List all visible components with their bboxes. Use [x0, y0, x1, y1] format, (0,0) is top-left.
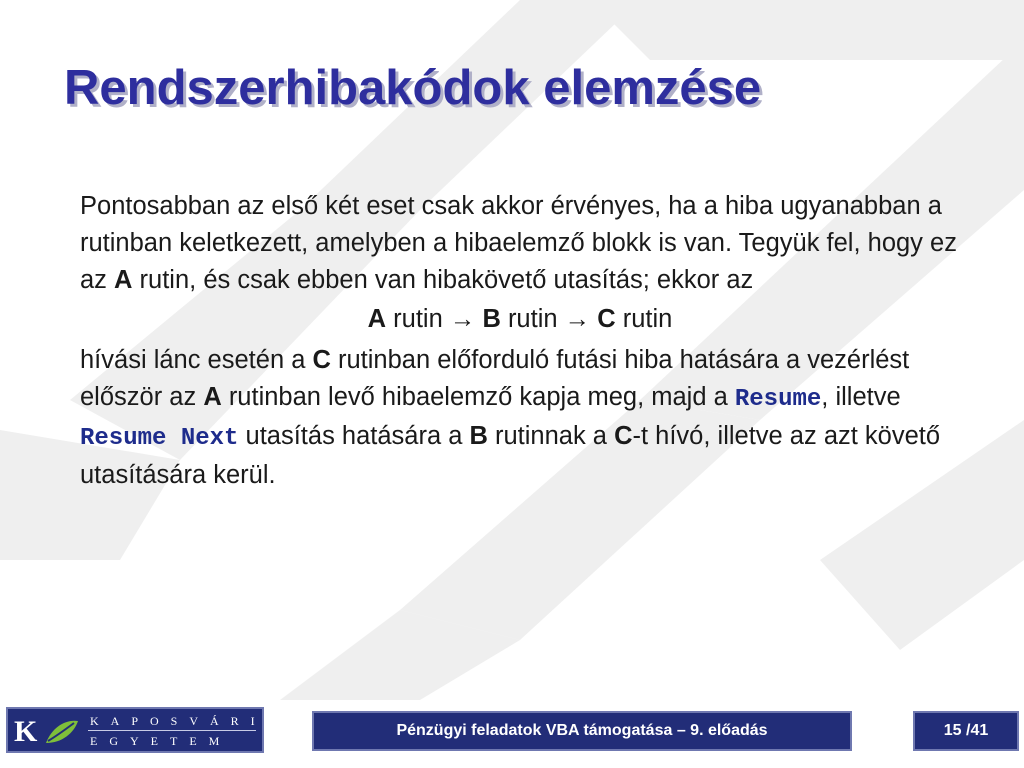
leaf-logo-icon	[44, 717, 80, 747]
page-number: 15 /41	[913, 711, 1019, 751]
logo-letter: K	[14, 715, 38, 748]
logo-divider	[88, 730, 256, 731]
logo-line-kaposvari: KAPOSVÁRI	[90, 714, 267, 728]
slide-title: Rendszerhibakódok elemzése	[64, 61, 762, 115]
paragraph-intro: Pontosabban az első két eset csak akkor érvényes, ha a hiba ugyanabban a rutinban keletkezett, amelyben a hibaelemző blokk is van. Tegyük fel, hogy ez az A rutin, és csak ebben van hibakövető utasítás; ekkor az	[80, 192, 957, 294]
code-resume: Resume	[734, 386, 822, 413]
call-chain: A rutin → B rutin → C rutin	[367, 305, 673, 333]
logo-line-egyetem: EGYETEM	[90, 734, 232, 748]
course-title-bar: Pénzügyi feladatok VBA támogatása – 9. előadás	[312, 711, 852, 751]
paragraph-explanation: hívási lánc esetén a C rutinban előforduló futási hiba hatására a vezérlést először az A rutinban levő hibaelemző kapja meg, majd a Resume, illetve Resume Next utasítás hatására a B rutinnak a C-t hívó, illetve az azt követő utasítására kerül.	[80, 346, 941, 489]
slide-body	[80, 188, 960, 494]
code-resume-next: Resume Next	[80, 425, 239, 452]
university-logo	[6, 707, 267, 753]
